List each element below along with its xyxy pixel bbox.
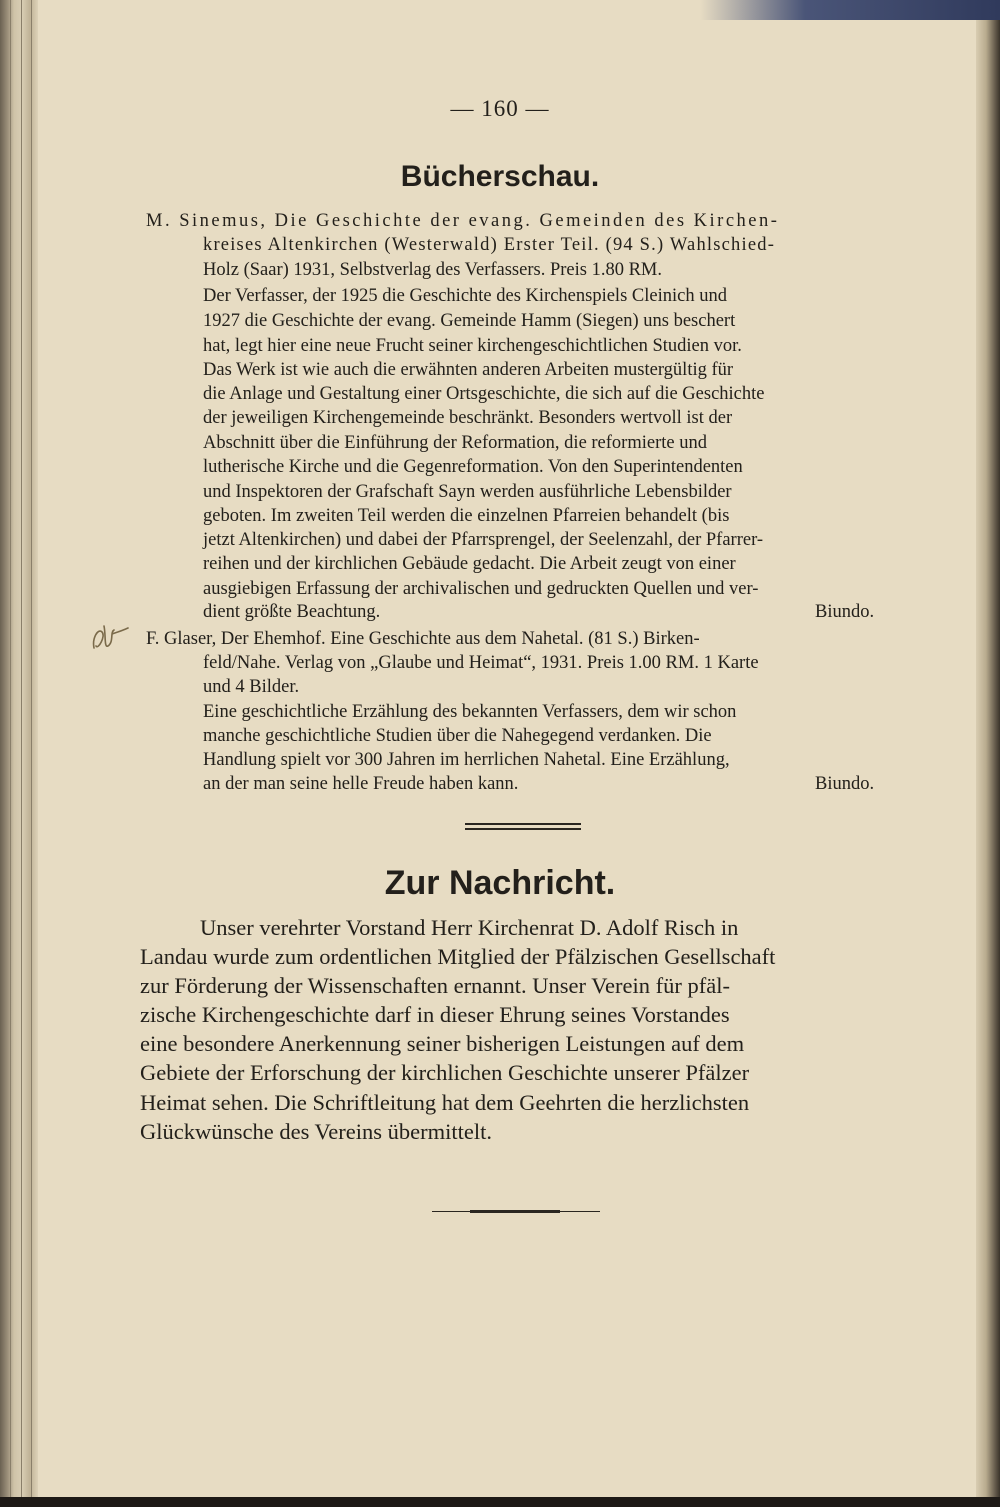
notice-section-title: Zur Nachricht. <box>384 864 616 902</box>
page-number: — 160 — <box>450 96 550 121</box>
notice-line: zische Kirchengeschichte darf in dieser Ehrung seines Vorstandes <box>140 1002 730 1027</box>
review-1-line: 1927 die Geschichte der evang. Gemeinde Hamm (Siegen) uns beschert <box>203 311 736 331</box>
page-edge-top <box>700 0 1000 20</box>
review-1-line: Abschnitt über die Einführung der Reformation, die reformierte und <box>203 433 707 453</box>
review-1-line: die Anlage und Gestaltung einer Ortsgeschichte, die sich auf die Geschichte <box>203 384 765 404</box>
notice-line: Landau wurde zum ordentlichen Mitglied der Pfälzischen Gesellschaft <box>140 944 776 969</box>
notice-line: Gebiete der Erforschung der kirchlichen Geschichte unserer Pfälzer <box>140 1060 750 1085</box>
review-1-line: Holz (Saar) 1931, Selbstverlag des Verfassers. Preis 1.80 RM. <box>203 260 662 280</box>
review-2-line: Handlung spielt vor 300 Jahren im herrlichen Nahetal. Eine Erzählung, <box>203 750 730 770</box>
notice-line: Unser verehrter Vorstand Herr Kirchenrat D. Adolf Risch in <box>200 915 739 940</box>
end-rule-center <box>470 1210 560 1213</box>
spine-line <box>31 0 32 1507</box>
review-1-signature: Biundo. <box>815 602 875 622</box>
review-2-line: und 4 Bilder. <box>203 677 300 697</box>
section-divider <box>465 828 581 830</box>
review-1-line: Der Verfasser, der 1925 die Geschichte des Kirchenspiels Cleinich und <box>203 286 727 306</box>
page-edge-bottom <box>0 1497 1000 1507</box>
review-2-line: manche geschichtliche Studien über die Nahegegend verdanken. Die <box>203 726 712 746</box>
handwritten-margin-mark <box>88 618 130 658</box>
review-1-line: Das Werk ist wie auch die erwähnten anderen Arbeiten mustergültig für <box>203 360 734 380</box>
review-2-line: F. Glaser, Der Ehemhof. Eine Geschichte aus dem Nahetal. (81 S.) Birken- <box>146 629 700 649</box>
review-1-line: hat, legt hier eine neue Frucht seiner kirchengeschichtlichen Studien vor. <box>203 336 742 356</box>
review-1-line: lutherische Kirche und die Gegenreformation. Von den Superintendenten <box>203 457 743 477</box>
notice-line: Heimat sehen. Die Schriftleitung hat dem Geehrten die herzlichsten <box>140 1090 750 1115</box>
review-2-line: Eine geschichtliche Erzählung des bekannten Verfassers, dem wir schon <box>203 702 737 722</box>
review-1-line: dient größte Beachtung. <box>203 602 381 622</box>
review-1-line: und Inspektoren der Grafschaft Sayn werden ausführliche Lebensbilder <box>203 482 732 502</box>
review-1-line: der jeweiligen Kirchengemeinde beschränkt. Besonders wertvoll ist der <box>203 408 733 428</box>
review-1-line: ausgiebigen Erfassung der archivalischen und gedruckten Quellen und ver- <box>203 579 759 599</box>
review-2-signature: Biundo. <box>815 774 875 794</box>
review-2-line: an der man seine helle Freude haben kann. <box>203 774 519 794</box>
section-divider <box>465 823 581 825</box>
review-1-line: reihen und der kirchlichen Gebäude gedacht. Die Arbeit zeugt von einer <box>203 554 736 574</box>
review-1-line: M. Sinemus, Die Geschichte der evang. Gemeinden des Kirchen- <box>146 211 780 231</box>
spine-line <box>10 0 11 1507</box>
notice-line: eine besondere Anerkennung seiner bisherigen Leistungen auf dem <box>140 1031 745 1056</box>
review-1-line: geboten. Im zweiten Teil werden die einzelnen Pfarreien behandelt (bis <box>203 506 730 526</box>
review-1-line: jetzt Altenkirchen) und dabei der Pfarrsprengel, der Seelenzahl, der Pfarrer- <box>203 530 764 550</box>
review-2-line: feld/Nahe. Verlag von „Glaube und Heimat“, 1931. Preis 1.00 RM. 1 Karte <box>203 653 759 673</box>
page-edge-right <box>976 0 1000 1507</box>
notice-line: Glückwünsche des Vereins übermittelt. <box>140 1119 493 1144</box>
review-1-line: kreises Altenkirchen (Westerwald) Erster Teil. (94 S.) Wahlschied- <box>203 235 776 255</box>
spine-line <box>21 0 22 1507</box>
book-spine <box>0 0 38 1507</box>
notice-line: zur Förderung der Wissenschaften ernannt. Unser Verein für pfäl- <box>140 973 730 998</box>
review-section-title: Bücherschau. <box>400 160 600 193</box>
